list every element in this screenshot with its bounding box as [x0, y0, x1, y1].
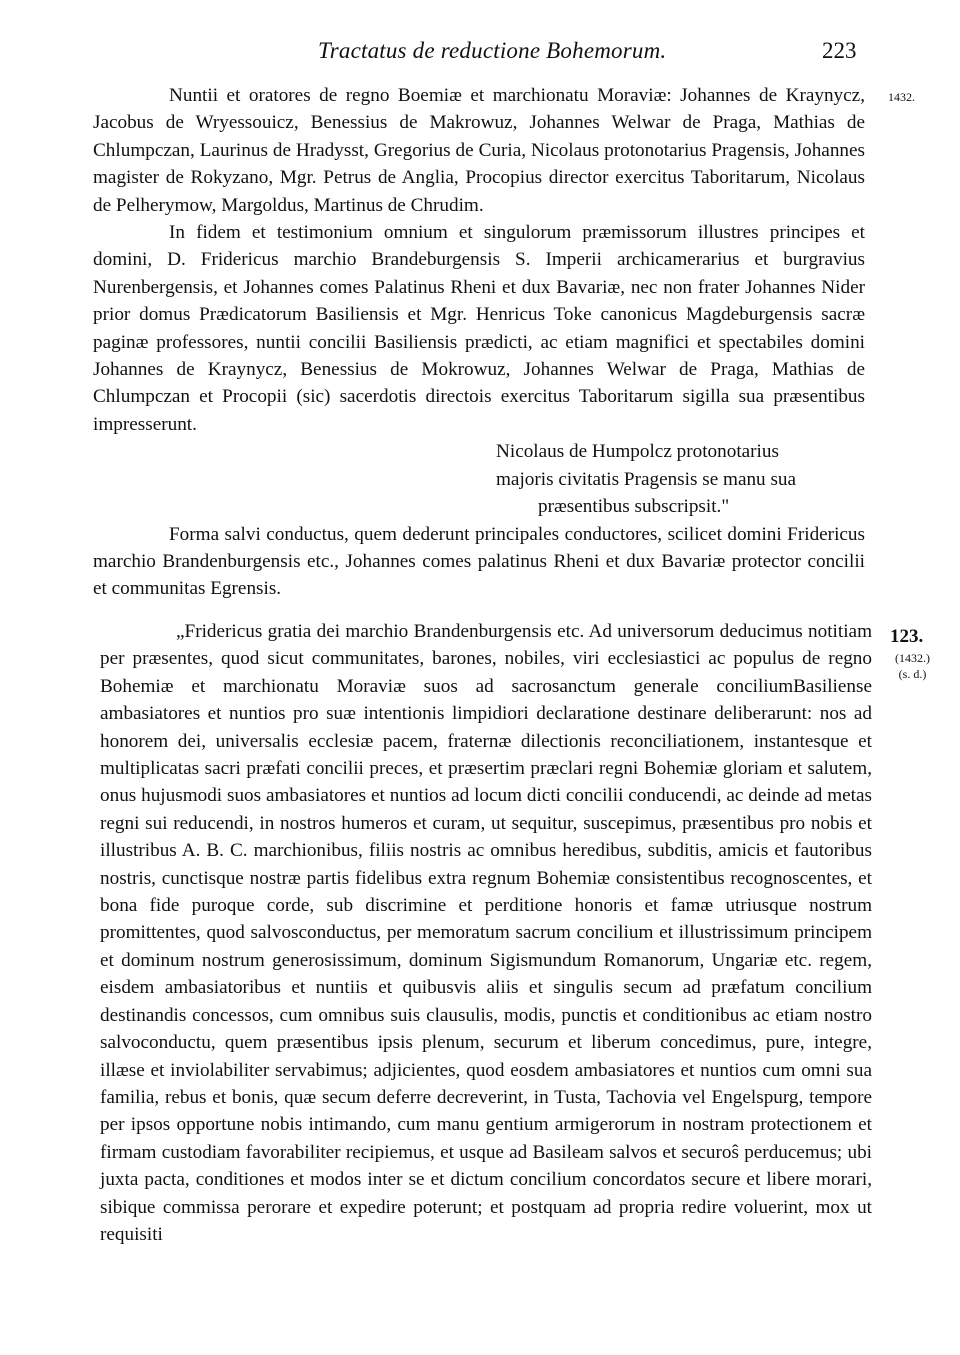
main-text-lower — [100, 618, 872, 1248]
signature-line: majoris civitatis Pragensis se manu sua — [496, 468, 797, 490]
running-title: Tractatus de reductione Bohemorum. — [318, 38, 667, 63]
main-text-upper — [93, 82, 865, 603]
document-date — [885, 650, 940, 682]
paragraph-document: „Fridericus gratia dei marchio Brandenburgensis etc. Ad universorum deducimus notitiam per præsentes, quod sicut communitates, barones, nobiles, viri ecclesiastici ac populus de regno Bohemiæ et marchionatu Moraviæ suos ad sacrosanctum generale conciliumBasiliense ambasiatores et nuntios pro suæ intentionis limpidiori declaratione destinare deliberarunt: nos ad honorem dei, universalis ecclesiæ pacem, fraternæ dilectionis reconciliationem, instantesque et multiplicatas sacri præfati concilii preces, et præsertim præclari regni Bohemiæ gloriam et salutem, onus hujusmodi suos ambasiatores et nuntios ad locum dicti concilii conducendi, ac deinde ad metas regni sui reducendi, in nostros humeros et curam, ut sequitur, suscepimus, præsentibus pro nobis et illustribus A. B. C. marchionibus, filiis nostris ac omnibus heredibus, subditis, amicis et fautoribus nostris, cunctisque nostræ partis fidelibus extra regnum Bohemiæ consistentibus recognoscentes, et bona fide puroque corde, sub discrimine et perditione honoris et famæ utriusque nostrum promittentes, quod salvosconductus, per memoratum sacrum concilium et illustrissimum principem et dominum nostrum generosissimum, dominum Sigismundum Romanorum, Ungariæ etc. regem, eisdem ambasiatoribus et nuntiis et quibusvis aliis et singulis secum ad præfatum concilium destinandis concessos, cum omnibus suis clausulis, modis, punctis et conditionibus ac etiam nostro salvoconductu, quem præsentibus ipsis plenum, securum et liberum concedimus, pure, integre, illæse et inviolabiliter servabimus; adjicientes, quod eosdem ambasiatores et nuntios cum omni sua familia, rebus et bonis, quæ secum deferre decreverint, in Tusta, Tachovia vel Engelspurg, tempore per ipsos opportune nobis intimando, cum manu gentium armigerorum in nostram protectionem et firmam custodiam favorabiliter recipiemus, et usque ad Basileam salvos et securoŝ perducemus; ubi juxta pacta, conditiones et modos inter se et dictum concilium concordatos secure et libere morari, sibique commissa perorare et expedire poterunt; et postquam ad propria redire voluerint, mox ut requisiti — [100, 621, 872, 1245]
signature-line: præsentibus subscripsit." — [538, 496, 730, 518]
document-date-line: (1432.) — [895, 651, 930, 665]
margin-year: 1432. — [888, 90, 915, 104]
signature-block — [496, 438, 865, 520]
paragraph-nuntii: Nuntii et oratores de regno Boemiæ et marchionatu Moraviæ: Johannes de Kraynycz, Jacobus de Wryessouicz, Benessius de Makrowuz, Johannes Welwar de Praga, Mathias de Chlumpczan, Laurinus de Hradysst, Gregorius de Curia, Nicolaus protonotarius Pragensis, Johannes magister de Rokyzano, Mgr. Petrus de Anglia, Procopius director exercitus Taboritarum, Nicolaus de Pelherymow, Margoldus, Martinus de Chrudim. — [93, 85, 865, 216]
paragraph-forma: Forma salvi conductus, quem dederunt principales conductores, scilicet domini Fridericus marchio Brandenburgensis etc., Johannes comes palatinus Rheni et dux Bavariæ protector concilii et communitas Egrensis. — [93, 523, 865, 600]
page-header — [0, 38, 960, 68]
document-number: 123. — [890, 626, 924, 647]
document-date-line: (s. d.) — [898, 667, 927, 681]
paragraph-in-fidem: In fidem et testimonium omnium et singulorum præmissorum illustres principes et domini, D. Fridericus marchio Brandeburgensis S. Imperii archicamerarius et burgravius Nurenbergensis, et Johannes comes Palatinus Rheni et dux Bavariæ, nec non frater Johannes Nider prior domus Prædicatorum Basiliensis et Mgr. Henricus Toke canonicus Magdeburgensis sacræ paginæ professores, nuntii concilii Basiliensis prædicti, ac etiam magnifici et spectabiles domini Johannes de Kraynycz, Benessius de Mokrowuz, Johannes Welwar de Praga, Mathias de Chlumpczan et Procopii (sic) sacerdotis directois exercitus Taboritarum sigilla sua præsentibus impresserunt. — [93, 222, 865, 435]
page-number: 223 — [822, 38, 857, 63]
signature-line: Nicolaus de Humpolcz protonotarius — [496, 441, 779, 463]
